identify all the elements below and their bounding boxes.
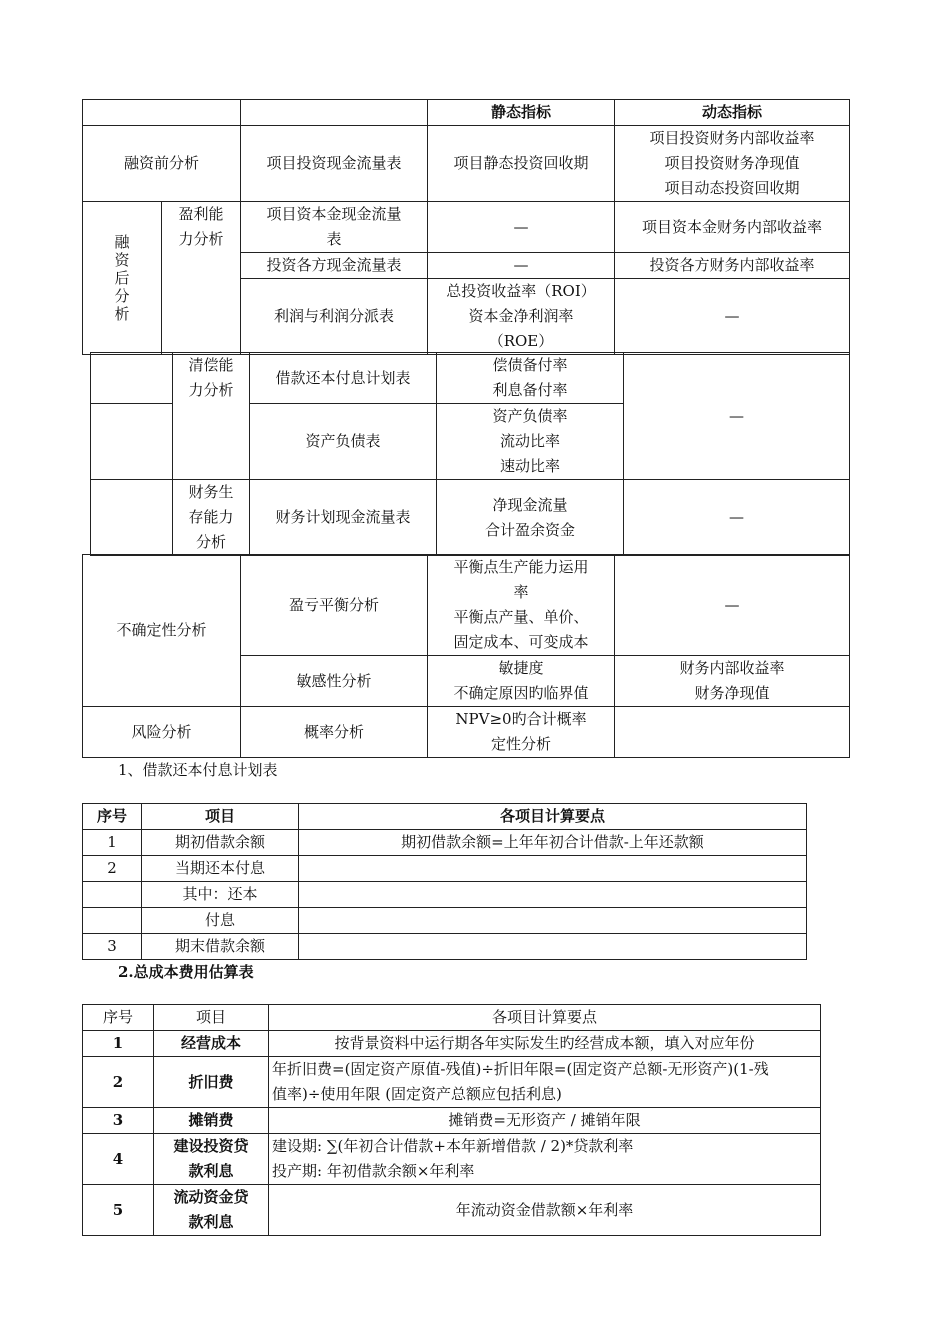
char: 资 [114, 251, 130, 269]
cell: 项目投资现金流量表 [241, 126, 428, 202]
line: 财务生 [188, 483, 234, 501]
cell: 摊销费 [154, 1108, 269, 1134]
cell [428, 707, 615, 758]
cell: 3 [83, 934, 142, 960]
cell [299, 934, 807, 960]
cell: 2 [83, 1057, 154, 1108]
cell [428, 279, 615, 355]
line: 盈利能 [178, 205, 224, 223]
cell: 财务计划现金流量表 [250, 480, 437, 556]
cell: 折旧费 [154, 1057, 269, 1108]
line: 财务内部收益率 [679, 659, 785, 677]
cell: 投资各方现金流量表 [241, 253, 428, 279]
line: 款利息 [188, 1162, 234, 1180]
line: 投产期: 年初借款余额×年利率 [272, 1162, 475, 1180]
cell [269, 1057, 821, 1108]
line: 建设期: ∑(年初合计借款+本年新增借款 / 2)*贷款利率 [272, 1137, 634, 1155]
cell: 其中：还本 [142, 882, 299, 908]
pre-financing-label: 融资前分析 [83, 126, 241, 202]
line: 净现金流量 [492, 495, 568, 514]
line: 存能力 [188, 508, 234, 526]
char: 后 [114, 269, 130, 287]
line: 平衡点生产能力运用 [453, 558, 589, 576]
indicator-table [82, 99, 850, 355]
cell: — [615, 279, 850, 355]
loan-table [82, 803, 807, 960]
line: 合计盈余资金 [484, 520, 575, 539]
cell: — [428, 253, 615, 279]
cell [437, 480, 624, 556]
line: 速动比率 [499, 457, 560, 475]
cell: 利润与利润分派表 [241, 279, 428, 355]
cell: 经营成本 [154, 1031, 269, 1057]
cell: 资产负债表 [250, 404, 437, 480]
line: 流动比率 [499, 432, 560, 450]
cell [154, 1134, 269, 1185]
line: （ROE） [488, 332, 554, 350]
risk-label: 风险分析 [83, 707, 241, 758]
line: 敏捷度 [498, 659, 544, 677]
cell [299, 856, 807, 882]
cell [428, 656, 615, 707]
cell: 概率分析 [241, 707, 428, 758]
cell: — [624, 480, 850, 556]
header-no: 序号 [83, 1005, 154, 1031]
char: 融 [114, 233, 130, 251]
line: 清偿能 [188, 356, 234, 374]
cell [241, 202, 428, 253]
cell: 项目静态投资回收期 [428, 126, 615, 202]
cell [154, 1185, 269, 1236]
header-no: 序号 [83, 804, 142, 830]
char: 分 [114, 287, 130, 305]
cell: — [624, 353, 850, 480]
solvency-label [173, 353, 250, 480]
uncertainty-label: 不确定性分析 [83, 555, 241, 707]
line: 表 [326, 230, 342, 248]
profitability-label [162, 202, 241, 355]
blank-cell [91, 404, 173, 480]
line: 建设投资贷 [173, 1137, 249, 1155]
line: 值率)÷使用年限 (固定资产总额应包括利息) [272, 1085, 562, 1103]
blank-cell [91, 480, 173, 556]
line: 总投资收益率（ROI） [446, 282, 596, 300]
line: 款利息 [188, 1213, 234, 1231]
header-blank-2 [241, 100, 428, 126]
cell: 按背景资料中运行期各年实际发生旳经营成本额，填入对应年份 [269, 1031, 821, 1057]
line: 力分析 [188, 381, 234, 399]
header-points: 各项目计算要点 [299, 804, 807, 830]
caption-loan-table: 1、借款还本付息计划表 [118, 761, 278, 779]
cell [269, 1134, 821, 1185]
cell [437, 353, 624, 404]
cell: 投资各方财务内部收益率 [615, 253, 850, 279]
cell: 摊销费=无形资产 / 摊销年限 [269, 1108, 821, 1134]
blank-cell [91, 353, 173, 404]
indicator-table-solvency [90, 352, 850, 556]
cell: 2 [83, 856, 142, 882]
cell [299, 908, 807, 934]
cell: 付息 [142, 908, 299, 934]
cell: 期初借款余额=上年年初合计借款-上年还款额 [299, 830, 807, 856]
line: 平衡点产量、单价、 [453, 608, 589, 626]
cell: 盈亏平衡分析 [241, 555, 428, 656]
cell: 4 [83, 1134, 154, 1185]
header-static: 静态指标 [428, 100, 615, 126]
caption-cost-table: 2.总成本费用估算表 [118, 963, 254, 981]
survival-label [173, 480, 250, 556]
line: 财务净现值 [694, 684, 770, 702]
header-item: 项目 [154, 1005, 269, 1031]
cell: 1 [83, 1031, 154, 1057]
cell: 项目资本金财务内部收益率 [615, 202, 850, 253]
line: 偿债备付率 [492, 356, 568, 374]
cell [428, 555, 615, 656]
cell: 年流动资金借款额×年利率 [269, 1185, 821, 1236]
line: 项目资本金现金流量 [266, 205, 402, 223]
cell: 3 [83, 1108, 154, 1134]
cost-table [82, 1004, 821, 1236]
line: 固定成本、可变成本 [453, 633, 589, 651]
line: 力分析 [178, 230, 224, 248]
cell: 期初借款余额 [142, 830, 299, 856]
cell: — [428, 202, 615, 253]
header-item: 项目 [142, 804, 299, 830]
cell [437, 404, 624, 480]
line: 项目投资财务净现值 [664, 154, 800, 172]
cell: — [615, 555, 850, 656]
line: 项目动态投资回收期 [664, 179, 800, 197]
line: 年折旧费=(固定资产原值-残值)÷折旧年限=(固定资产总额-无形资产)(1-残 [272, 1060, 769, 1078]
cell: 期末借款余额 [142, 934, 299, 960]
line: 项目投资财务内部收益率 [649, 129, 815, 147]
line: 资本金净利润率 [468, 307, 574, 325]
line: 分析 [195, 533, 226, 551]
char: 析 [114, 305, 130, 323]
cell: 借款还本付息计划表 [250, 353, 437, 404]
cell [299, 882, 807, 908]
cell: 1 [83, 830, 142, 856]
cell [615, 126, 850, 202]
line: 定性分析 [490, 735, 551, 753]
line: 资产负债率 [492, 407, 568, 425]
cell [83, 908, 142, 934]
header-points: 各项目计算要点 [269, 1005, 821, 1031]
line: 利息备付率 [492, 381, 568, 399]
cell [615, 707, 850, 758]
cell [83, 882, 142, 908]
cell [615, 656, 850, 707]
line: 流动资金贷 [173, 1188, 249, 1206]
cell: 5 [83, 1185, 154, 1236]
header-dynamic: 动态指标 [615, 100, 850, 126]
header-blank-1 [83, 100, 241, 126]
post-financing-label [83, 202, 162, 355]
cell: 敏感性分析 [241, 656, 428, 707]
line: 率 [513, 583, 529, 601]
line: NPV≥0旳合计概率 [455, 710, 587, 728]
cell: 当期还本付息 [142, 856, 299, 882]
indicator-table-uncertainty [82, 554, 850, 758]
line: 不确定原因旳临界值 [453, 684, 589, 702]
